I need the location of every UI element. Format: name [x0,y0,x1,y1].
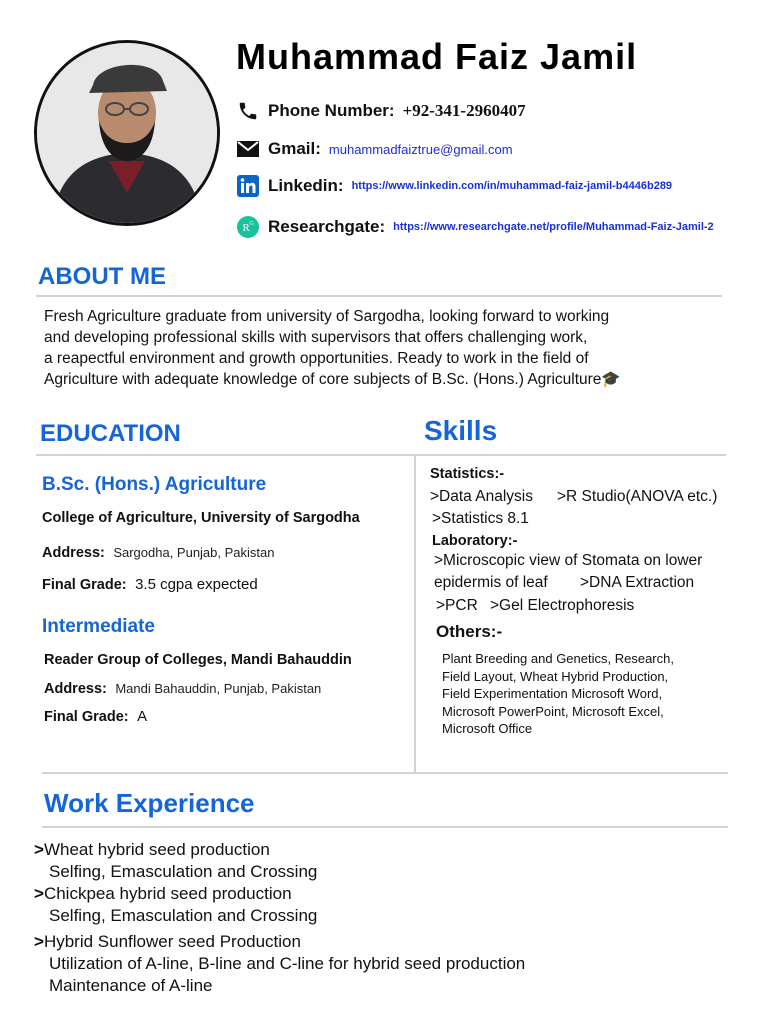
others-line: Microsoft Office [442,721,533,736]
work-divider [42,826,728,828]
degree-address-label: Address: [42,545,105,561]
bullet-chevron: > [34,932,44,951]
skill-item: >DNA Extraction [580,574,695,591]
work-item-title: Chickpea hybrid seed production [43,884,292,903]
phone-number[interactable]: +92-341-2960407 [402,101,526,120]
researchgate-label: Researchgate: [268,217,386,236]
contact-linkedin [236,175,672,197]
others-list [442,650,742,738]
skill-item: >PCR [436,597,478,614]
education-divider [36,454,726,456]
work-item-title: Hybrid Sunflower seed Production [43,932,301,951]
intermediate-grade-label: Final Grade: [44,709,129,725]
linkedin-url[interactable]: https://www.linkedin.com/in/muhammad-faiz-jamil-b4446b289 [351,180,673,192]
intermediate-address-label: Address: [44,681,107,697]
work-item [34,839,317,883]
intermediate-institution: Reader Group of Colleges, Mandi Bahauddin [44,652,352,668]
work-item [34,931,525,997]
skill-item: >Statistics 8.1 [432,510,529,527]
about-line: and developing professional skills with supervisors that offers challenging work, [44,329,588,346]
intermediate-grade [44,708,147,726]
laboratory-label: Laboratory:- [432,533,518,549]
contact-phone [236,100,526,122]
work-item [34,883,317,927]
phone-icon [236,100,260,122]
work-item-title: Wheat hybrid seed production [43,840,270,859]
others-line: Field Layout, Wheat Hybrid Production, [442,668,669,684]
researchgate-url[interactable]: https://www.researchgate.net/profile/Muhammad-Faiz-Jamil-2 [393,221,714,233]
statistics-label: Statistics:- [430,466,505,482]
candidate-name: Muhammad Faiz Jamil [236,36,638,77]
others-line: Microsoft PowerPoint, Microsoft Excel, [442,703,664,719]
researchgate-icon-text: R [242,222,250,234]
others-line: Field Experimentation Microsoft Word, [442,686,663,701]
intermediate-address-value: Mandi Bahauddin, Punjab, Pakistan [115,681,322,696]
education-heading: EDUCATION [40,420,181,447]
about-line: Fresh Agriculture graduate from university of Sargodha, looking forward to working [44,308,610,325]
intermediate-title: Intermediate [42,616,155,637]
skills-bottom-divider [42,772,728,774]
degree-address-value: Sargodha, Punjab, Pakistan [113,545,275,560]
work-item-detail: Utilization of A-line, B-line and C-line for hybrid seed production [49,954,526,973]
column-divider [414,454,416,772]
skill-item: >Data Analysis [430,488,533,505]
profile-photo [34,40,220,226]
gmail-label: Gmail: [268,139,321,158]
skill-item: >R Studio(ANOVA etc.) [557,488,718,505]
degree-address [42,544,274,562]
researchgate-icon [236,216,260,238]
about-divider [36,295,722,297]
others-label: Others:- [436,622,503,641]
skill-item: epidermis of leaf [434,574,548,591]
about-heading: ABOUT ME [38,263,166,290]
work-heading: Work Experience [44,788,255,818]
about-line: Agriculture with adequate knowledge of core subjects of B.Sc. (Hons.) Agriculture🎓 [44,371,621,388]
degree-title: B.Sc. (Hons.) Agriculture [42,474,267,495]
linkedin-label: Linkedin: [268,176,344,195]
bullet-chevron: > [34,840,44,859]
svg-text:G: G [249,221,254,227]
about-text [44,306,724,390]
intermediate-grade-value: A [137,708,148,725]
work-item-detail: Selfing, Emasculation and Crossing [49,906,318,925]
contact-gmail [236,138,513,160]
intermediate-address [44,680,321,698]
degree-grade-label: Final Grade: [42,577,127,593]
work-item-detail: Maintenance of A-line [49,976,213,995]
mail-icon [236,138,260,160]
gmail-address[interactable]: muhammadfaiztrue@gmail.com [328,141,513,157]
phone-label: Phone Number: [268,101,395,120]
contact-researchgate [236,216,714,238]
degree-grade [42,576,258,594]
degree-grade-value: 3.5 cgpa expected [135,576,258,593]
skills-heading: Skills [424,415,498,446]
work-item-detail: Selfing, Emasculation and Crossing [49,862,318,881]
about-line: a reapectful environment and growth opportunities. Ready to work in the field of [44,350,589,367]
bullet-chevron: > [34,884,44,903]
degree-institution: College of Agriculture, University of Sargodha [42,510,360,526]
skill-item: >Gel Electrophoresis [490,597,635,614]
person-portrait-icon [37,43,217,223]
linkedin-icon [236,175,260,197]
others-line: Plant Breeding and Genetics, Research, [442,651,674,666]
skill-item: >Microscopic view of Stomata on lower [434,552,703,569]
